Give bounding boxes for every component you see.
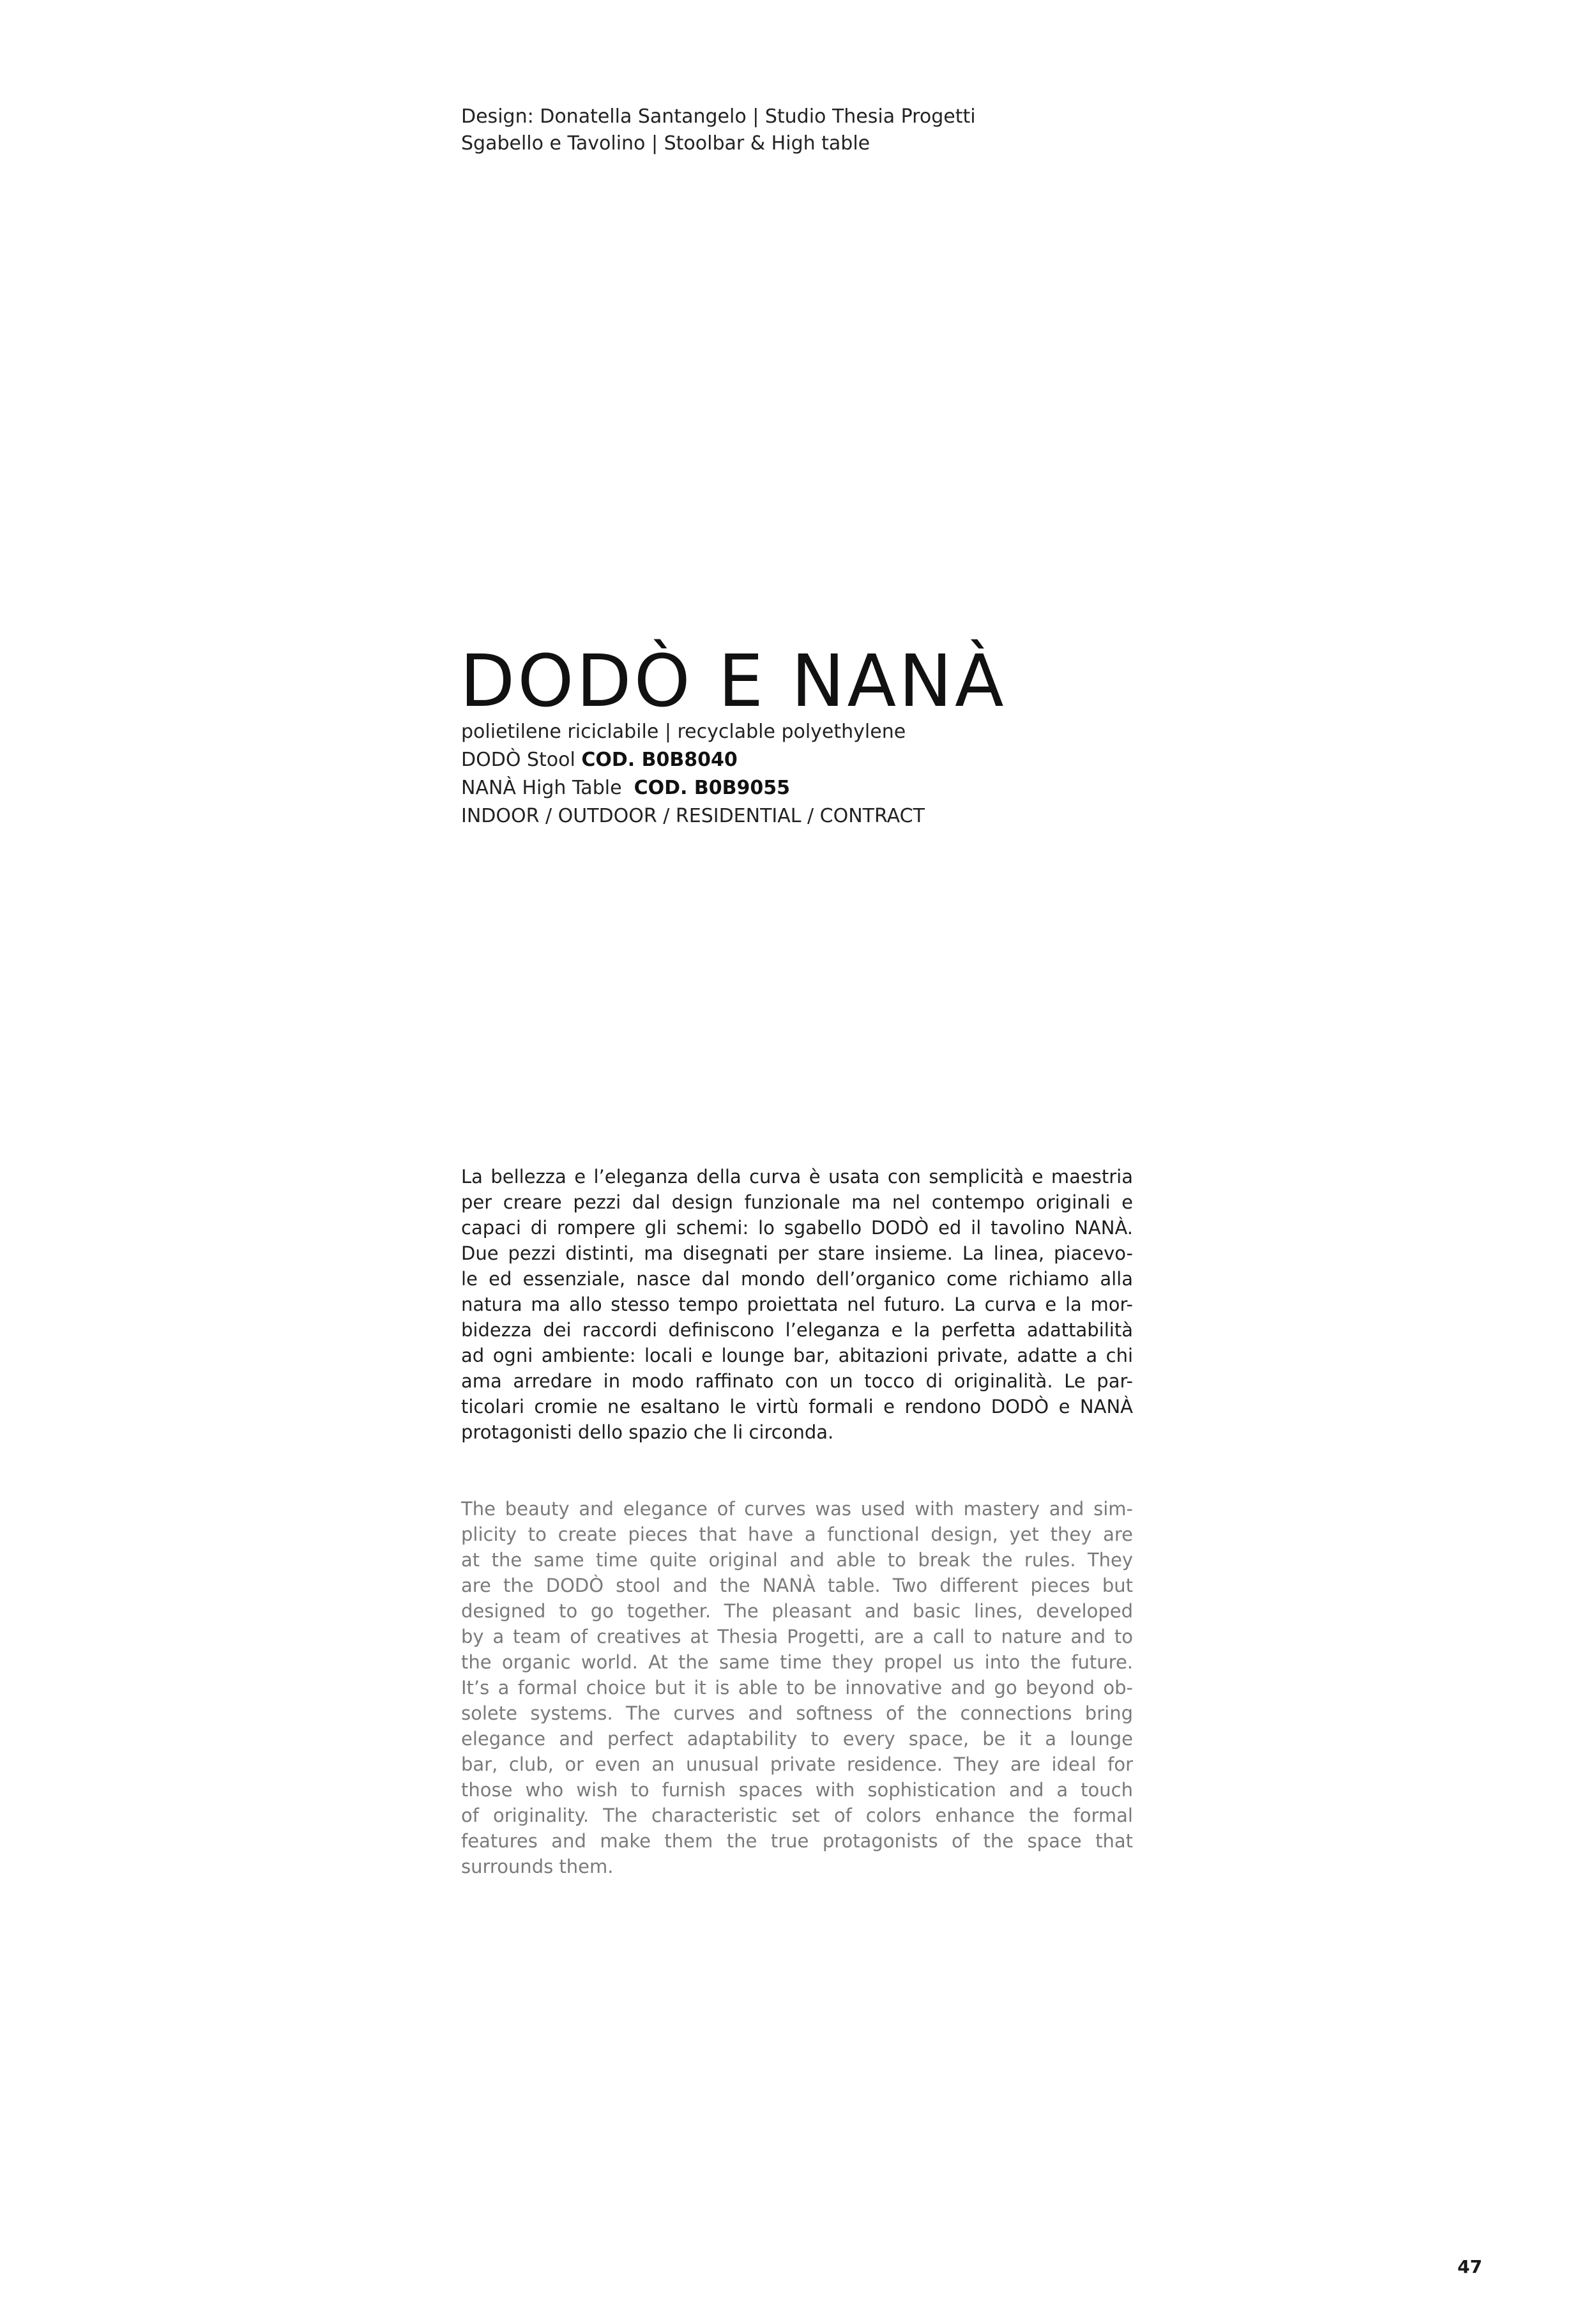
design-credits [461,103,1227,157]
text-line: natura ma allo stesso tempo proiettata nel futuro. La curva e la mor- [461,1294,1133,1315]
stool-label: DODÒ Stool [461,749,575,771]
material-line: polietilene riciclabile | recyclable polyethylene [461,721,906,743]
english-paragraph [461,1496,1133,1879]
text-line: bar, club, or even an unusual private residence. They are ideal for [461,1753,1133,1775]
text-line: features and make them the true protagonists of the space that [461,1830,1133,1852]
text-line: The beauty and elegance of curves was used with mastery and sim- [461,1498,1133,1520]
product-title: DODÒ E NANÀ [460,640,1007,723]
text-line: are the DODÒ stool and the NANÀ table. Two different pieces but [461,1575,1133,1596]
text-line: ticolari cromie ne esaltano le virtù formali e rendono DODÒ e NANÀ [461,1396,1133,1417]
text-line: per creare pezzi dal design funzionale ma nel contempo originali e [461,1191,1133,1213]
page-number: 47 [1457,2256,1482,2277]
product-specs [461,718,1355,830]
text-line: designed to go together. The pleasant and basic lines, developed [461,1600,1133,1622]
stool-code: COD. B0B8040 [581,749,738,771]
product-type: Sgabello e Tavolino | Stoolbar & High table [461,132,870,155]
table-label: NANÀ High Table [461,777,622,799]
text-line: elegance and perfect adaptability to every space, be it a lounge [461,1728,1133,1750]
description-english [461,1496,1133,1879]
text-line: at the same time quite original and able to break the rules. They [461,1549,1133,1571]
stool-spec [461,746,1355,774]
text-line: by a team of creatives at Thesia Progetti, are a call to nature and to [461,1626,1133,1647]
text-line: capaci di rompere gli schemi: lo sgabello DODÒ ed il tavolino NANÀ. [461,1217,1133,1239]
text-line: bidezza dei raccordi definiscono l’eleganza e la perfetta adattabilità [461,1319,1133,1341]
text-line: It’s a formal choice but it is able to be innovative and go beyond ob- [461,1677,1133,1699]
text-line: surrounds them. [461,1856,614,1877]
text-line: La bellezza e l’eleganza della curva è usata con semplicità e maestria [461,1166,1133,1188]
text-line: le ed essenziale, nasce dal mondo dell’organico come richiamo alla [461,1268,1133,1290]
text-line: ama arredare in modo raffinato con un tocco di originalità. Le par- [461,1370,1133,1392]
text-line: solete systems. The curves and softness of the connections bring [461,1702,1133,1724]
text-line: of originality. The characteristic set of colors enhance the formal [461,1805,1133,1826]
table-code: COD. B0B9055 [634,777,790,799]
usage-line: INDOOR / OUTDOOR / RESIDENTIAL / CONTRACT [461,805,925,827]
italian-paragraph [461,1164,1133,1445]
text-line: the organic world. At the same time they propel us into the future. [461,1651,1133,1673]
description-italian [461,1164,1133,1445]
text-line: those who wish to furnish spaces with sophistication and a touch [461,1779,1133,1801]
table-spec [461,774,1355,802]
text-line: protagonisti dello spazio che li circonda. [461,1421,834,1443]
designer-credit: Design: Donatella Santangelo | Studio Thesia Progetti [461,105,976,128]
text-line: ad ogni ambiente: locali e lounge bar, abitazioni private, adatte a chi [461,1345,1133,1366]
text-line: plicity to create pieces that have a functional design, yet they are [461,1524,1133,1545]
text-line: Due pezzi distinti, ma disegnati per stare insieme. La linea, piacevo- [461,1242,1133,1264]
